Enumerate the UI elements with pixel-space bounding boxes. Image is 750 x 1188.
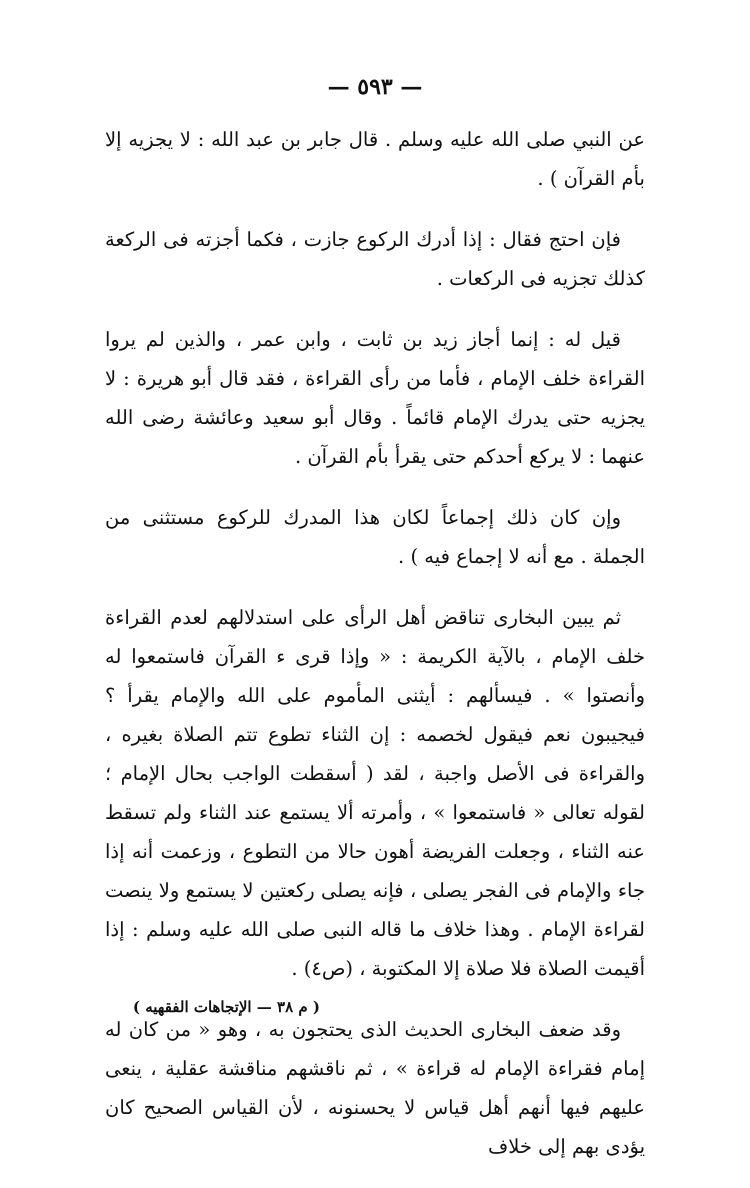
body-text bbox=[105, 120, 645, 1188]
paragraph-1: عن النبي صلى الله عليه وسلم . قال جابر بن عبد الله : لا يجزيه إلا بأم القرآن ) . bbox=[105, 128, 645, 190]
paragraph-6: وقد ضعف البخارى الحديث الذى يحتجون به ، وهو « من كان له إمام فقراءة الإمام له قراءة » ، ثم ناقشهم مناقشة عقلية ، ينعى عليهم فيها أنهم أهل قياس لا يحسنونه ، لأن القياس الصحيح كان يؤدى بهم إلى خلاف bbox=[105, 1018, 645, 1158]
paragraph-4: وإن كان ذلك إجماعاً لكان هذا المدرك للركوع مستثنى من الجملة . مع أنه لا إجماع فيه ) . bbox=[105, 506, 645, 568]
paragraph-2: فإن احتج فقال : إذا أدرك الركوع جازت ، فكما أجزته فى الركعة كذلك تجزيه فى الركعات . bbox=[105, 228, 645, 290]
paragraph-3: قيل له : إنما أجاز زيد بن ثابت ، وابن عمر ، والذين لم يروا القراءة خلف الإمام ، فأما من رأى القراءة ، فقد قال أبو هريرة : لا يجزيه حتى يدرك الإمام قائماً . وقال أبو سعيد وعائشة رضى الله عنهما : لا يركع أحدكم حتى يقرأ بأم القرآن . bbox=[105, 328, 645, 468]
page-number: — ٥٩٣ — bbox=[327, 74, 423, 100]
page-footer: ( م ٣٨ — الإتجاهات الفقهيه ) bbox=[132, 998, 320, 1016]
paragraph-5: ثم يبين البخارى تناقض أهل الرأى على استدلالهم لعدم القراءة خلف الإمام ، بالآية الكريمة : « وإذا قرى ء القرآن فاستمعوا له وأنصتوا » . فيسألهم : أيثنى المأموم على الله والإمام يقرأ ؟ فيجيبون نعم فيقول لخصمه : إن الثناء تطوع تتم الصلاة بغيره ، والقراءة فى الأصل واجبة ، لقد ( أسقطت الواجب بحال الإمام ؛ لقوله تعالى « فاستمعوا » ، وأمرته ألا يستمع عند الثناء ولم تسقط عنه الثناء ، وجعلت الفريضة أهون حالا من التطوع ، وزعمت أنه إذا جاء والإمام فى الفجر يصلى ، فإنه يصلى ركعتين لا يستمع ولا ينصت لقراءة الإمام . وهذا خلاف ما قاله النبى صلى الله عليه وسلم : إذا أقيمت الصلاة فلا صلاة إلا المكتوبة ، (ص٤) . bbox=[105, 606, 645, 980]
